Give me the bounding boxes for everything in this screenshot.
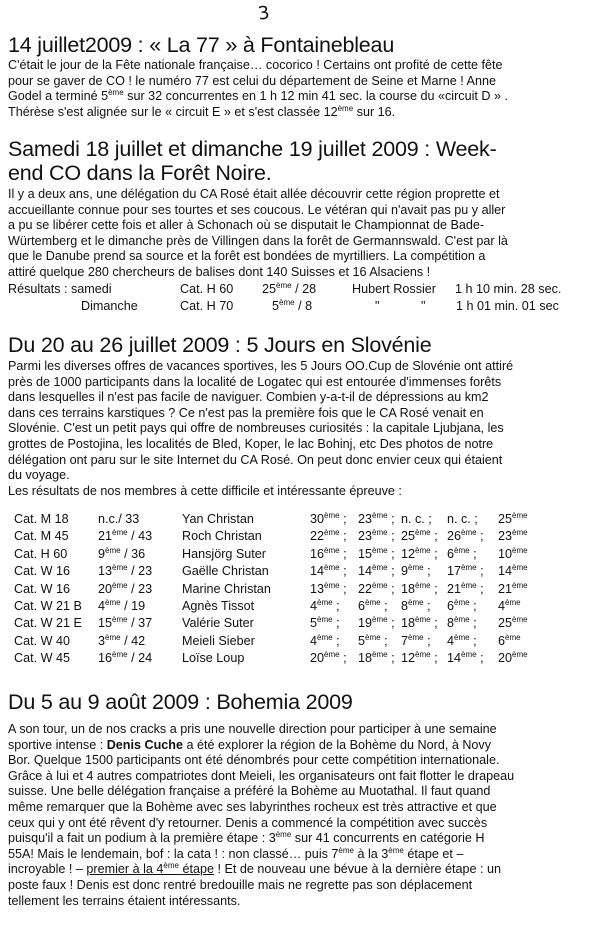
section-title-bohemia: Du 5 au 9 août 2009 : Bohemia 2009 (8, 690, 353, 714)
rank-cell: 21ème / 43 (98, 528, 153, 544)
text-line: Il y a deux ans, une délégation du CA Rosé était allée découvrir cette région proprette et (8, 187, 500, 201)
text-line: du voyage. (8, 468, 70, 483)
stage-cell: 14ème ; (310, 563, 347, 579)
stage-cell: 23ème ; (358, 528, 395, 544)
text-line: Bor. Quelque 1500 participants ont été dénombrés pour cette compétition internationale. (8, 753, 500, 768)
stage-cell: 25ème (498, 615, 528, 631)
text-line: Würtemberg et le dimanche près de Villingen dans la forêt de Germannswald. C'est par là (8, 233, 508, 248)
text-line: pour se gaver de CO ! le numéro 77 est celui du département de Seine et Marne ! Anne (8, 73, 496, 88)
stage-cell: 9ème ; (401, 563, 431, 579)
text-line: attiré quelque 280 chercheurs de balises dont 140 Suisses et 16 Alsaciens ! (8, 264, 431, 279)
paragraph-fontainebleau (8, 58, 592, 120)
stage-cell: 25ème ; (401, 528, 438, 544)
text-line: près de 1000 participants dans la localité de Logatec qui est entourée d'immenses forêts (8, 374, 502, 389)
text-line: poste faux ! Denis est donc rentré bredouille mais ne regrette pas son déplacement (8, 877, 473, 892)
stage-cell: 12ème ; (401, 545, 438, 561)
rank-cell: n.c./ 33 (98, 512, 140, 526)
text-line: Grâce à lui et 4 autres compatriotes dont Meieli, les organisateurs ont fait flotter le drapeau (8, 768, 515, 783)
text-line: dans ces terrains karstiques ? Ce n'est pas la première fois que le CA Rosé venait en (8, 405, 484, 420)
category-cell: Cat. W 16 (14, 581, 70, 596)
text-line: que le Danube prend sa source et la forêt est bondées de myrtilliers. La compétition a (8, 249, 486, 264)
text-line: sportive intense : Denis Cuche a été explorer la région de la Bohème du Nord, à Novy (8, 737, 492, 752)
category-cell: Cat. W 21 B (14, 599, 82, 613)
rank-cell: 13ème / 23 (98, 563, 153, 579)
text-line: Les résultats de nos membres à cette difficile et intéressante épreuve : (8, 483, 402, 498)
highlight-name: Denis Cuche (106, 737, 183, 752)
rank-cell: 3ème / 42 (98, 632, 146, 648)
text-line: Thérèse s'est alignée sur le « circuit E » et s'est classée 12ème sur 16. (8, 103, 396, 119)
rank-cell: 4ème / 19 (98, 598, 146, 613)
category-cell: Cat. M 45 (14, 529, 69, 544)
text-line: Godel a terminé 5ème sur 32 concurrentes en 1 h 12 min 41 sec. la course du «circuit D » . (8, 88, 508, 104)
category-cell: Cat. M 18 (14, 512, 69, 526)
stage-cell: 4ème ; (310, 598, 340, 613)
stage-cell: 26ème ; (447, 528, 484, 544)
text-line: a pu se libérer cette fois et aller à Schonach où se disputait le Championnat de Bade- (8, 218, 485, 233)
stage-cell: 8ème ; (447, 615, 477, 631)
stage-cell: 25ème (498, 511, 528, 526)
text-line: Parmi les diverses offres de vacances sportives, les 5 Jours OO.Cup de Slovénie ont attiré (8, 359, 514, 373)
stage-cell: 21ème ; (447, 580, 484, 596)
stage-cell: 23ème ; (358, 511, 395, 526)
stage-cell: 30ème ; (310, 511, 347, 526)
stage-cell: 14ème ; (447, 650, 484, 666)
stage-cell: 18ème ; (401, 615, 438, 631)
name-cell: Gaëlle Christan (182, 564, 269, 579)
stage-cell: n. c. ; (447, 512, 478, 526)
rank-cell: 9ème / 36 (98, 545, 146, 561)
text-line: tellement les terrains étaient intéressants. (8, 893, 241, 908)
text-line: accueillante connue pour ses tourtes et ses coucous. Le vétéran qui n'avait pas pu y aller (8, 202, 506, 217)
stage-cell: n. c. ; (401, 512, 432, 526)
text-line: puisqu'il a fait un podium à la première étape : 3ème sur 41 concurrents en catégorie H (8, 830, 485, 846)
category-cell: Cat. W 45 (14, 651, 70, 666)
text-line: ceux qui y ont été rêvent d'y retourner. Denis a commencé la compétition avec succès (8, 815, 488, 830)
stage-cell: 14ème ; (358, 563, 395, 579)
rank-cell: 15ème / 37 (98, 615, 153, 631)
text-line: C'était le jour de la Fête nationale française… cocorico ! Certains ont profité de cette fête (8, 58, 503, 72)
stage-cell: 5ème ; (310, 615, 340, 631)
category-cell: Cat. W 40 (14, 633, 70, 648)
name-cell: Yan Christan (182, 512, 254, 526)
stage-cell: 18ème ; (401, 580, 438, 596)
text-line: délégation ont paru sur le site Internet du CA Rosé. On peut donc envier ceux qui étaient (8, 452, 503, 467)
stage-cell: 6ème ; (447, 545, 477, 561)
stage-cell: 7ème ; (401, 632, 431, 648)
text-line: même remarquer que la Bohème avec ses labyrinthes rocheux est très attractive et que (8, 799, 497, 814)
stage-cell: 16ème ; (310, 545, 347, 561)
page-number: 3 (256, 2, 271, 25)
stage-cell: 18ème ; (358, 650, 395, 666)
stage-cell: 10ème (498, 545, 528, 561)
stage-cell: 20ème ; (310, 650, 347, 666)
name-cell: Hansjörg Suter (182, 546, 266, 561)
text-line: suisse. Une belle délégation française a préféré la Bohème au Muotathal. Il faut quand (8, 784, 491, 799)
stage-cell: 6ème ; (447, 598, 477, 613)
stage-cell: 5ème ; (358, 632, 388, 648)
text-line: A son tour, un de nos cracks a pris une nouvelle direction pour participer à une semaine (8, 722, 497, 736)
name-cell: Valérie Suter (182, 616, 254, 631)
name-cell: Agnès Tissot (182, 599, 255, 613)
stage-cell: 8ème ; (401, 598, 431, 613)
document-page: 3 14 juillet2009 : « La 77 » à Fontainebleau C'était le jour de la Fête nationale française… cocorico ! Certains ont profité de cette fête pour se gaver de CO ! le numéro 77 est celui du département de Seine et Marne ! Anne Godel a terminé 5ème sur 32 concurrentes en 1 h 12 min 41 sec. la course du «circuit D » . Thérèse s'est alignée sur le « circuit E » et s'est classée 12ème sur 16. Samedi 18 juillet et dimanche 19 juillet 2009 : Week- end CO dans la Forêt Noire. Il y a deux ans, une délégation du CA Rosé était allée découvrir cette région proprette et accueillante connue pour ses tourtes et ses coucous. Le vétéran qui n'avait pas pu y aller a pu se libérer cette fois et aller à Schonach où se disputait le Championnat de Bade- Würtemberg et le dimanche près de Villingen dans la forêt de Germannswald. C'est par là que le Danube prend sa source et la forêt est bondées de myrtilliers. La compétition a attiré quelque 280 chercheurs de balises dont 140 Suisses et 16 Alsaciens ! Résultats : samedi Cat. H 60 25ème / 28 Hubert Rossier 1 h 10 min. 28 sec. Dimanche Cat. H 70 5ème / 8 " " 1 h 01 min. 01 sec Du 20 au 26 juillet 2009 : 5 Jours en Slovénie Parmi les diverses offres de vacances sportives, les 5 Jours OO.Cup de Slovénie ont attiré près de 1000 participants dans la localité de Logatec qui est entourée d'immenses forêts dans lesquelles il n'est pas facile de naviguer. Combien y-a-t-il de dépressions au km2 dans ces terrains karstiques ? Ce n'est pas la première fois que le CA Rosé venait en Slovénie. C'est un petit pays qui offre de nombreuses curiosités : la capitale Ljubjana, les grottes de Postojina, les localités de Bled, Koper, le lac Bohinj, etc Des photos de notre délégation ont paru sur le site Internet du CA Rosé. On peut donc envier ceux qui étaient du voyage. Les résultats de nos membres à cette difficile et intéressante épreuve : Cat. M 18 n.c./ 33 Yan Christan 30ème ; 23ème ; n. c. ; n. c. ; 25ème Cat. M 45 21ème / 43 Roch Christan 22ème ; 23ème ; 25ème ; 26ème ; 23ème Cat. H 60 9ème / 36 Hansjörg Suter 16ème ; 15ème ; 12ème ; 6ème ; 10ème Cat. W 16 13ème / 23 Gaëlle Christan 14ème ; 14ème ; 9ème ; 17ème ; 14ème Cat. W 16 20ème / 23 Marine Christan 13ème ; 22ème ; 18ème ; 21ème ; 21ème Cat. W 21 B 4ème / 19 Agnès Tissot 4ème ; 6ème ; 8ème ; 6ème ; 4ème Cat. W 21 E 15ème / 37 Valérie Suter 5ème ; 19ème ; 18ème ; 8ème ; 25ème Cat. W 40 3ème / 42 Meieli Sieber 4ème ; 5ème ; 7ème ; 4ème ; 6ème Cat. W 45 16ème / 24 Loïse Loup 20ème ; 18ème ; 12ème ; 14ème ; 20ème Du 5 au 9 août 2009 : Bohemia 2009 A son tour, un de nos cracks a pris une nouvelle direction pour participer à une semaine sportive intense : Denis Cuche a été explorer la région de la Bohème du Nord, à Novy Bor. Quelque 1500 participants ont été dénombrés pour cette compétition internationale. Grâce à lui et 4 autres compatriotes dont Meieli, les organisateurs ont fait flotter le drapeau suisse. Une belle délégation française a préféré la Bohème au Muotathal. Il faut quand même remarquer que la Bohème avec ses labyrinthes rocheux est très attractive et que ceux qui y ont été rêvent d'y retourner. Denis a commencé la compétition avec succès puisqu'il a fait un podium à la première étape : 3ème sur 41 concurrents en catégorie H 55A! Mais le lendemain, bof : la cata ! : non classé… puis 7ème à la 3ème étape et – incroyable ! – premier à la 4ème étape ! Et de nouveau une bévue à la dernière étape : un poste faux ! Denis est donc rentré bredouille mais ne regrette pas son déplacement tellement les terrains étaient intéressants. (0, 0, 600, 930)
name-cell: Loïse Loup (182, 651, 245, 666)
stage-cell: 12ème ; (401, 650, 438, 666)
rank-cell: 16ème / 24 (98, 650, 153, 666)
stage-cell: 22ème ; (310, 528, 347, 544)
paragraph-slovenie (8, 359, 592, 499)
text-line: grottes de Postojina, les localités de Bled, Koper, le lac Bohinj, etc Des photos de notre (8, 436, 494, 451)
text-line: incroyable ! – premier à la 4ème étape ! Et de nouveau une bévue à la dernière étape : un (8, 861, 502, 877)
category-cell: Cat. W 21 E (14, 616, 82, 631)
stage-cell: 6ème (498, 632, 521, 648)
text-line: Slovénie. C'est un petit pays qui offre de nombreuses curiosités : la capitale Ljubjana, les (8, 421, 504, 436)
section-title-fontainebleau: 14 juillet2009 : « La 77 » à Fontainebleau (8, 33, 395, 57)
stage-cell: 19ème ; (358, 615, 395, 631)
stage-cell: 15ème ; (358, 545, 395, 561)
stage-cell: 20ème (498, 650, 528, 666)
stage-cell: 4ème ; (310, 632, 340, 648)
name-cell: Meieli Sieber (182, 633, 255, 648)
paragraph-bohemia (8, 722, 592, 909)
section-title-foret-noire-1: Samedi 18 juillet et dimanche 19 juillet 2009 : Week- (8, 137, 497, 161)
name-cell: Marine Christan (182, 581, 271, 596)
stage-cell: 4ème (498, 598, 521, 613)
section-title-foret-noire-2: end CO dans la Forêt Noire. (8, 161, 272, 185)
name-cell: Roch Christan (182, 529, 262, 544)
section-title-slovenie: Du 20 au 26 juillet 2009 : 5 Jours en Slovénie (8, 333, 432, 357)
stage-cell: 23ème (498, 528, 528, 544)
category-cell: Cat. W 16 (14, 564, 70, 579)
stage-cell: 17ème ; (447, 563, 484, 579)
category-cell: Cat. H 60 (14, 546, 68, 561)
text-line: 55A! Mais le lendemain, bof : la cata ! : non classé… puis 7ème à la 3ème étape et – (8, 845, 464, 861)
paragraph-foret-noire (8, 187, 592, 281)
stage-cell: 22ème ; (358, 580, 395, 596)
stage-cell: 13ème ; (310, 580, 347, 596)
stage-cell: 14ème (498, 563, 528, 579)
stage-cell: 6ème ; (358, 598, 388, 613)
text-line: dans lesquelles il n'est pas facile de naviguer. Combien y-a-t-il de dépressions au km2 (8, 390, 489, 405)
stage-cell: 4ème ; (447, 632, 477, 648)
stage-cell: 21ème (498, 580, 528, 596)
rank-cell: 20ème / 23 (98, 580, 153, 596)
